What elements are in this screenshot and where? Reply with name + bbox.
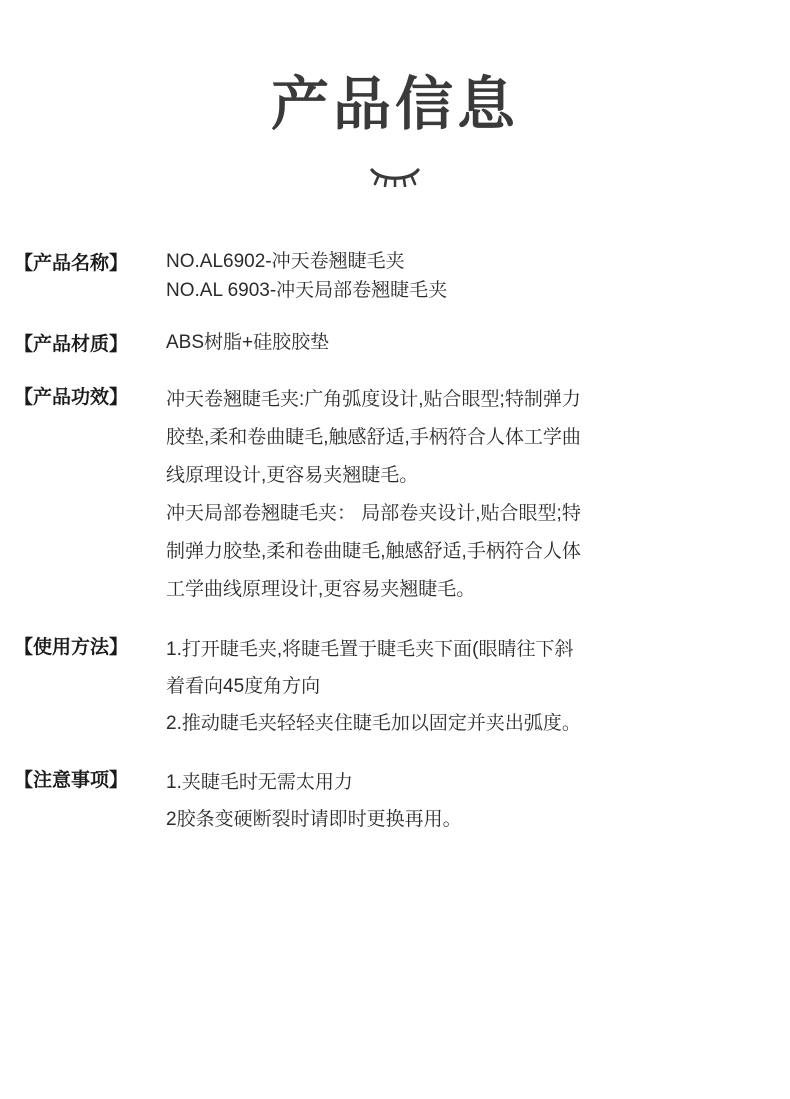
spec-value	[166, 328, 776, 357]
spec-value-line: 2.推动睫毛夹轻轻夹住睫毛加以固定并夹出弧度。	[166, 713, 581, 735]
spec-value-line: 胶垫,柔和卷曲睫毛,触感舒适,手柄符合人体工学曲	[166, 427, 581, 448]
spec-value-line: 线原理设计,更容易夹翘睫毛。	[166, 465, 419, 486]
spec-label: 【产品功效】	[14, 387, 129, 408]
spec-value-line: 冲天局部卷翘睫毛夹： 局部卷夹设计,贴合眼型;特	[166, 503, 581, 524]
spec-label: 【注意事项】	[14, 770, 129, 792]
spec-value-line: ABS树脂+硅胶胶垫	[166, 331, 330, 353]
spec-value-line: 冲天卷翘睫毛夹:广角弧度设计,贴合眼型;特制弹力	[166, 389, 581, 410]
spec-row-efficacy	[14, 381, 776, 609]
spec-value	[166, 247, 776, 306]
spec-value-line: 制弹力胶垫,柔和卷曲睫毛,触感舒适,手柄符合人体	[166, 541, 581, 562]
spec-value-line: 着看向45度角方向	[166, 676, 321, 698]
page-title: 产品信息	[270, 72, 519, 137]
spec-value-line: 工学曲线原理设计,更容易夹翘睫毛。	[166, 579, 476, 600]
spec-value-line: 1.打开睫毛夹,将睫毛置于睫毛夹下面(眼睛往下斜	[166, 639, 574, 660]
spec-row-material	[14, 328, 776, 359]
spec-row-usage	[14, 631, 776, 742]
spec-label: 【使用方法】	[14, 637, 129, 658]
spec-value	[166, 631, 776, 742]
spec-label: 【产品名称】	[14, 252, 129, 274]
spec-value-line: 1.夹睫毛时无需太用力	[166, 772, 353, 794]
spec-value	[166, 381, 776, 609]
spec-label: 【产品材质】	[14, 333, 129, 355]
spec-row-precautions	[14, 764, 776, 838]
spec-value-line: NO.AL6902-冲天卷翘睫毛夹	[166, 250, 405, 272]
spec-row-product-name	[14, 247, 776, 306]
spec-list	[0, 247, 790, 839]
spec-value-line: NO.AL 6903-冲天局部卷翘睫毛夹	[166, 280, 448, 302]
spec-value-line: 2胶条变硬断裂时请即时更换再用。	[166, 809, 462, 831]
spec-value	[166, 764, 776, 838]
eyelash-ornament-icon	[0, 165, 790, 195]
